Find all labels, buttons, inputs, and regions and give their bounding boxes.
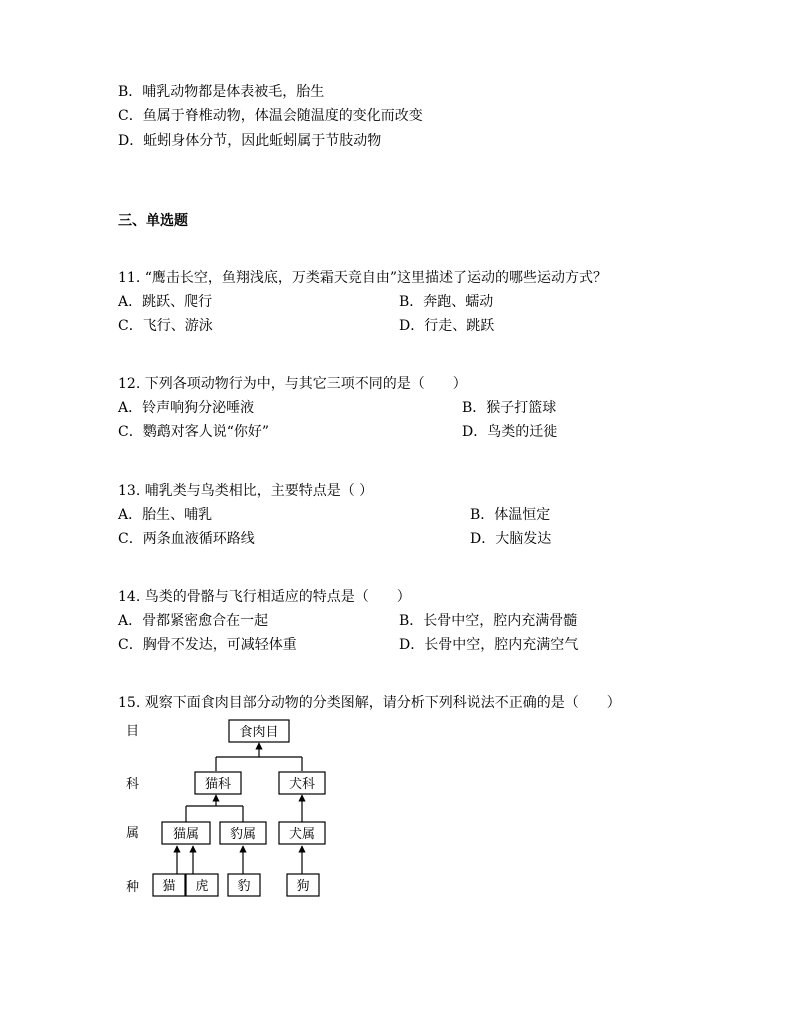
- node-genus-panthera: 豹属: [229, 827, 257, 842]
- diagram-connectors: [177, 743, 302, 874]
- option-a: A．骨都紧密愈合在一起: [118, 613, 269, 629]
- option-b: B．猴子打篮球: [462, 400, 557, 416]
- option-c: C．两条血液循环路线: [118, 531, 255, 547]
- node-species-dog: 狗: [296, 879, 310, 894]
- node-order-carnivora: 食肉目: [239, 725, 279, 740]
- option-d: D．鸟类的迁徙: [462, 424, 558, 440]
- rank-label-genus: 属: [126, 826, 140, 841]
- node-species-cat: 猫: [162, 879, 176, 894]
- option-c: C．胸骨不发达，可减轻体重: [118, 637, 297, 653]
- option-c: C．飞行、游泳: [118, 318, 213, 334]
- option-b: B．哺乳动物都是体表被毛，胎生: [118, 84, 325, 100]
- rank-label-family: 科: [126, 777, 140, 792]
- node-genus-felis: 猫属: [172, 827, 200, 842]
- question-stem: 14. 鸟类的骨骼与飞行相适应的特点是（ ）: [118, 589, 411, 605]
- option-d: D．行走、跳跃: [399, 318, 495, 334]
- option-b: B．长骨中空，腔内充满骨髓: [399, 613, 578, 629]
- rank-label-order: 目: [126, 724, 140, 739]
- option-c: C．鱼属于脊椎动物，体温会随温度的变化而改变: [118, 108, 423, 124]
- option-c: C．鹦鹉对客人说“你好”: [118, 424, 270, 440]
- option-a: A．铃声响狗分泌唾液: [118, 400, 255, 416]
- node-species-leopard: 豹: [237, 879, 251, 894]
- option-b: B．体温恒定: [470, 507, 551, 523]
- option-d: D．大脑发达: [470, 531, 552, 547]
- question-stem: 13. 哺乳类与鸟类相比，主要特点是（ ）: [118, 483, 374, 499]
- node-family-felidae: 猫科: [204, 777, 232, 792]
- node-family-canidae: 犬科: [288, 777, 316, 792]
- question-stem: 11. “鹰击长空，鱼翔浅底，万类霜天竞自由”这里描述了运动的哪些运动方式？: [118, 270, 608, 286]
- section-title: 三、单选题: [118, 213, 188, 229]
- option-a: A．跳跃、爬行: [118, 294, 213, 310]
- option-d: D．蚯蚓身体分节，因此蚯蚓属于节肢动物: [118, 133, 382, 149]
- question-stem: 12. 下列各项动物行为中，与其它三项不同的是（ ）: [118, 376, 467, 392]
- option-d: D．长骨中空，腔内充满空气: [399, 637, 579, 653]
- option-b: B．奔跑、蠕动: [399, 294, 494, 310]
- node-genus-canis: 犬属: [288, 827, 316, 842]
- node-species-tiger: 虎: [195, 879, 209, 894]
- question-stem: 15. 观察下面食肉目部分动物的分类图解，请分析下列科说法不正确的是（ ）: [118, 695, 621, 711]
- rank-label-species: 种: [126, 880, 140, 895]
- option-a: A．胎生、哺乳: [118, 507, 213, 523]
